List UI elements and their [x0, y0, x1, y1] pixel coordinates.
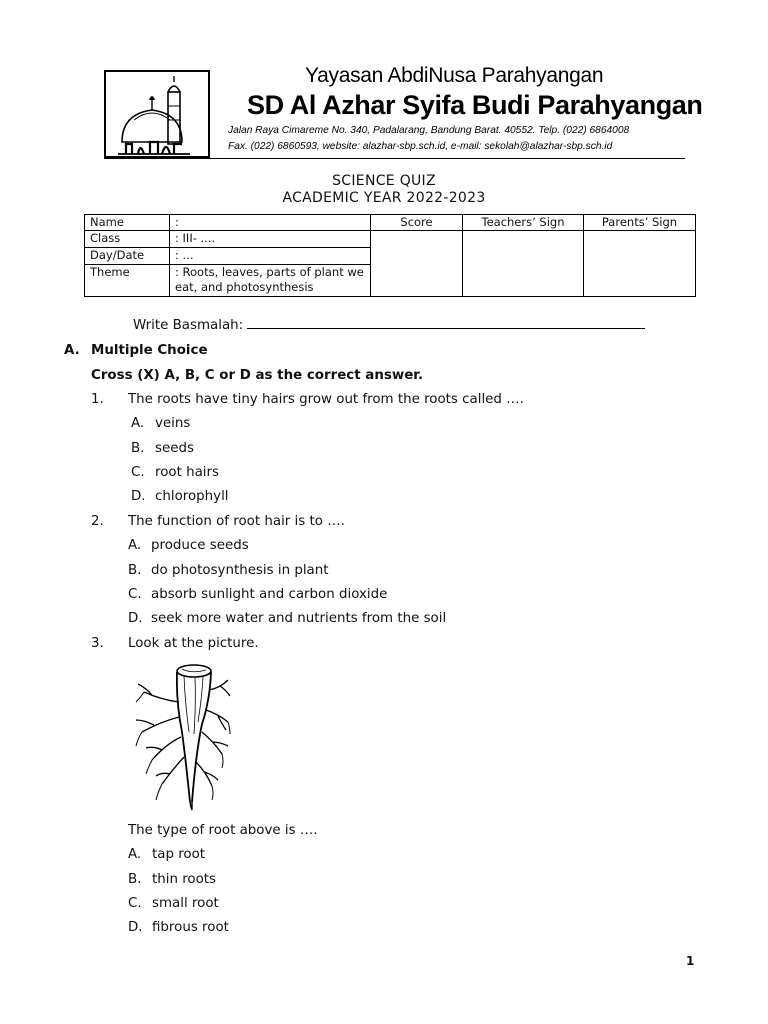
option-letter[interactable]: C.: [131, 465, 145, 480]
question-followup: The type of root above is ….: [128, 823, 318, 838]
option-letter[interactable]: D.: [128, 611, 143, 626]
school-contact: Fax. (022) 6860593, website: alazhar-sbp.sch.id, e-mail: sekolah@alazhar-sbp.sch.id: [228, 141, 613, 152]
basmalah-label: Write Basmalah:: [133, 318, 244, 333]
page-number: 1: [686, 954, 695, 968]
class-field[interactable]: : III- ....: [170, 231, 371, 248]
option-letter[interactable]: B.: [131, 441, 145, 456]
student-info-table: [84, 214, 696, 297]
question-number: 3.: [91, 636, 104, 651]
option-letter[interactable]: A.: [128, 847, 142, 862]
option-text: do photosynthesis in plant: [151, 563, 329, 578]
section-letter: A.: [64, 343, 80, 358]
teacher-sign-header: Teachers’ Sign: [463, 215, 584, 231]
date-label: Day/Date: [85, 248, 170, 265]
option-text: root hairs: [155, 465, 219, 480]
foundation-name: Yayasan AbdiNusa Parahyangan: [305, 64, 604, 87]
option-letter[interactable]: D.: [128, 920, 143, 935]
option-text: tap root: [152, 847, 206, 862]
mosque-logo-icon: [104, 70, 210, 158]
option-text: small root: [152, 896, 219, 911]
option-letter[interactable]: B.: [128, 872, 142, 887]
parent-sign-header: Parents’ Sign: [584, 215, 696, 231]
section-title: Multiple Choice: [91, 343, 208, 358]
theme-value: : Roots, leaves, parts of plant we eat, and photosynthesis: [170, 265, 371, 297]
question-text: The function of root hair is to ….: [128, 514, 345, 529]
score-box[interactable]: [371, 231, 463, 297]
academic-year: ACADEMIC YEAR 2022-2023: [282, 190, 486, 206]
option-letter[interactable]: C.: [128, 587, 142, 602]
parent-sign-box[interactable]: [584, 231, 696, 297]
option-text: veins: [155, 416, 191, 431]
date-field[interactable]: : ...: [170, 248, 371, 265]
option-letter[interactable]: C.: [128, 896, 142, 911]
name-label: Name: [85, 215, 170, 231]
question-number: 1.: [91, 392, 104, 407]
section-instruction: Cross (X) A, B, C or D as the correct answer.: [91, 368, 424, 383]
option-text: thin roots: [152, 872, 217, 887]
basmalah-answer-line[interactable]: [247, 316, 645, 329]
question-text: The roots have tiny hairs grow out from the roots called ….: [128, 392, 524, 407]
theme-label: Theme: [85, 265, 170, 297]
name-field[interactable]: :: [170, 215, 371, 231]
quiz-title: SCIENCE QUIZ: [332, 173, 436, 189]
taproot-illustration: [132, 662, 232, 812]
score-header: Score: [371, 215, 463, 231]
option-letter[interactable]: D.: [131, 489, 146, 504]
basmalah-row: [133, 316, 645, 333]
school-address: Jalan Raya Cimareme No. 340, Padalarang, Bandung Barat. 40552. Telp. (022) 6864008: [228, 125, 630, 136]
option-text: seek more water and nutrients from the soil: [151, 611, 447, 626]
teacher-sign-box[interactable]: [463, 231, 584, 297]
option-text: fibrous root: [152, 920, 229, 935]
option-text: absorb sunlight and carbon dioxide: [151, 587, 388, 602]
option-text: seeds: [155, 441, 194, 456]
option-text: produce seeds: [151, 538, 249, 553]
question-number: 2.: [91, 514, 104, 529]
class-label: Class: [85, 231, 170, 248]
school-name: SD Al Azhar Syifa Budi Parahyangan: [247, 90, 703, 120]
question-text: Look at the picture.: [128, 636, 259, 651]
option-letter[interactable]: B.: [128, 563, 142, 578]
header-divider: [104, 158, 685, 159]
option-letter[interactable]: A.: [128, 538, 142, 553]
option-letter[interactable]: A.: [131, 416, 145, 431]
option-text: chlorophyll: [155, 489, 229, 504]
